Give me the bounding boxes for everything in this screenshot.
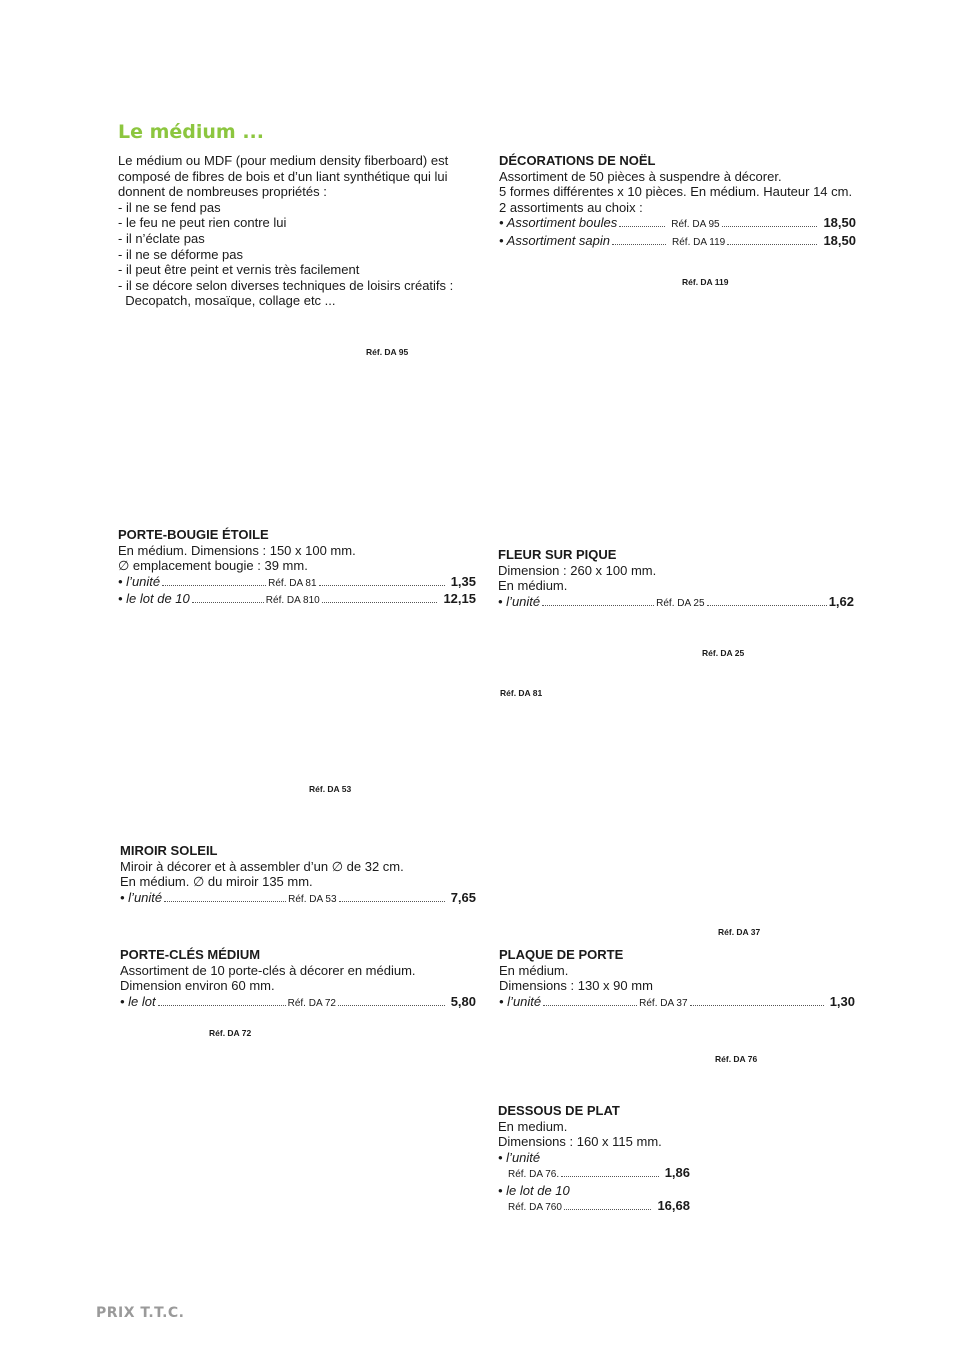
image-caption: Réf. DA 37 bbox=[718, 927, 761, 937]
dot-leader bbox=[338, 1005, 445, 1006]
price-label: • le lot de 10 bbox=[118, 591, 190, 606]
dot-leader bbox=[561, 1176, 659, 1177]
price-ref: Réf. DA 81 bbox=[268, 577, 317, 589]
dot-leader bbox=[722, 226, 818, 227]
product-desc-line: En médium. bbox=[498, 578, 568, 593]
intro-line: Decopatch, mosaïque, collage etc ... bbox=[118, 293, 336, 309]
price-ref: Réf. DA 810 bbox=[265, 595, 320, 606]
intro-line: - il ne se fend pas bbox=[118, 199, 221, 215]
product-desc-line: Dimensions : 130 x 90 mm bbox=[499, 978, 653, 993]
dot-leader bbox=[707, 605, 827, 606]
price-ref: Réf. DA 76. bbox=[508, 1169, 560, 1180]
dot-leader bbox=[543, 1005, 637, 1006]
product-miroir-soleil bbox=[120, 843, 476, 907]
price-value: 1,86 bbox=[664, 1165, 690, 1180]
price-ref: Réf. DA 760 bbox=[508, 1202, 562, 1213]
image-caption: Réf. DA 53 bbox=[309, 784, 352, 794]
product-desc-line: Assortiment de 10 porte-clés à décorer en médium. bbox=[120, 962, 416, 978]
price-line bbox=[498, 1165, 690, 1183]
intro-line: - il n’éclate pas bbox=[118, 230, 205, 246]
product-title: FLEUR SUR PIQUE bbox=[498, 547, 617, 562]
price-ref: Réf. DA 37 bbox=[639, 997, 688, 1009]
price-value: 1,35 bbox=[450, 573, 476, 589]
intro-line: - il ne se déforme pas bbox=[118, 246, 244, 262]
product-title: DÉCORATIONS DE NOËL bbox=[499, 153, 656, 168]
product-desc-line: En médium. ∅ du miroir 135 mm. bbox=[120, 874, 313, 889]
product-dessous-de-plat bbox=[498, 1103, 698, 1216]
product-desc-line: Dimension environ 60 mm. bbox=[120, 978, 275, 993]
price-line bbox=[118, 574, 476, 592]
dot-leader bbox=[322, 602, 438, 603]
image-caption: Réf. DA 95 bbox=[366, 347, 409, 357]
price-value: 7,65 bbox=[450, 889, 476, 905]
dot-leader bbox=[164, 901, 286, 902]
product-title: PORTE-BOUGIE ÉTOILE bbox=[118, 527, 269, 542]
price-label: • Assortiment sapin bbox=[499, 232, 611, 248]
image-caption: Réf. DA 72 bbox=[209, 1028, 252, 1038]
price-line bbox=[499, 233, 856, 251]
price-line bbox=[499, 215, 856, 233]
price-label: • l’unité bbox=[499, 993, 542, 1009]
dot-leader bbox=[564, 1209, 652, 1210]
dot-leader bbox=[619, 226, 665, 227]
price-ref: Réf. DA 53 bbox=[288, 893, 337, 905]
price-label: • le lot bbox=[120, 993, 156, 1009]
price-label: • l’unité bbox=[498, 1149, 541, 1165]
product-desc-line: 2 assortiments au choix : bbox=[499, 199, 643, 215]
page-title: Le médium ... bbox=[118, 121, 264, 143]
product-fleur-sur-pique bbox=[498, 547, 854, 611]
dot-leader bbox=[192, 602, 264, 603]
price-value: 1,62 bbox=[828, 593, 854, 609]
product-plaque-de-porte bbox=[499, 947, 855, 1011]
dot-leader bbox=[727, 244, 817, 245]
intro-line: composé de fibres de bois et d’un liant synthétique qui lui bbox=[118, 168, 448, 184]
product-desc-line: Miroir à décorer et à assembler d’un ∅ de 32 cm. bbox=[120, 858, 404, 874]
dot-leader bbox=[339, 901, 445, 902]
product-desc-line: En médium. bbox=[499, 962, 569, 978]
price-ref: Réf. DA 95 bbox=[671, 219, 720, 230]
dot-leader bbox=[690, 1005, 824, 1006]
image-caption: Réf. DA 119 bbox=[682, 277, 729, 287]
price-value: 12,15 bbox=[443, 591, 476, 606]
price-line bbox=[499, 994, 855, 1012]
dot-leader bbox=[162, 585, 266, 586]
product-desc-line: ∅ emplacement bougie : 39 mm. bbox=[118, 558, 308, 573]
price-ref: Réf. DA 72 bbox=[287, 997, 336, 1009]
dot-leader bbox=[612, 244, 666, 245]
product-desc-line: Dimensions : 160 x 115 mm. bbox=[498, 1134, 662, 1149]
dot-leader bbox=[319, 585, 445, 586]
product-desc-line: 5 formes différentes x 10 pièces. En médium. Hauteur 14 cm. bbox=[499, 184, 853, 199]
price-label: • l’unité bbox=[120, 889, 163, 905]
price-label: • le lot de 10 bbox=[498, 1182, 570, 1198]
product-title: MIROIR SOLEIL bbox=[120, 843, 218, 858]
price-label: • l’unité bbox=[498, 593, 541, 609]
product-decorations-noel bbox=[499, 153, 856, 250]
price-line bbox=[118, 591, 476, 609]
intro-line: Le médium ou MDF (pour medium density fiberboard) est bbox=[118, 153, 449, 168]
intro-line: donnent de nombreuses propriétés : bbox=[118, 184, 327, 200]
price-line bbox=[498, 594, 854, 612]
image-caption: Réf. DA 76 bbox=[715, 1054, 758, 1064]
product-title: DESSOUS DE PLAT bbox=[498, 1103, 620, 1118]
image-caption: Réf. DA 25 bbox=[702, 648, 745, 658]
product-desc-line: Dimension : 260 x 100 mm. bbox=[498, 562, 657, 578]
price-line bbox=[120, 890, 476, 908]
product-porte-cles bbox=[120, 947, 476, 1011]
product-title: PLAQUE DE PORTE bbox=[499, 947, 624, 962]
dot-leader bbox=[542, 605, 654, 606]
product-title: PORTE-CLÉS MÉDIUM bbox=[120, 947, 261, 962]
intro-line: - le feu ne peut rien contre lui bbox=[118, 215, 287, 231]
product-desc-line: Assortiment de 50 pièces à suspendre à décorer. bbox=[499, 168, 782, 184]
price-value: 1,30 bbox=[829, 993, 855, 1009]
dot-leader bbox=[158, 1005, 286, 1006]
price-line bbox=[120, 994, 476, 1012]
price-line bbox=[498, 1198, 690, 1216]
price-value: 18,50 bbox=[823, 232, 856, 248]
intro-line: - il se décore selon diverses techniques de loisirs créatifs : bbox=[118, 277, 454, 293]
intro-line: - il peut être peint et vernis très facilement bbox=[118, 262, 360, 278]
image-caption: Réf. DA 81 bbox=[500, 688, 543, 698]
product-porte-bougie bbox=[118, 527, 476, 609]
price-label: • l’unité bbox=[118, 573, 161, 589]
price-value: 5,80 bbox=[450, 993, 476, 1009]
product-desc-line: En medium. bbox=[498, 1118, 568, 1134]
intro-text bbox=[118, 153, 478, 309]
price-value: 16,68 bbox=[657, 1198, 690, 1213]
product-desc-line: En médium. Dimensions : 150 x 100 mm. bbox=[118, 542, 356, 558]
price-ref: Réf. DA 119 bbox=[672, 236, 726, 248]
price-value: 18,50 bbox=[823, 215, 856, 230]
price-label: • Assortiment boules bbox=[499, 215, 618, 230]
footer-prix-ttc: PRIX T.T.C. bbox=[96, 1305, 185, 1321]
price-ref: Réf. DA 25 bbox=[656, 597, 705, 609]
